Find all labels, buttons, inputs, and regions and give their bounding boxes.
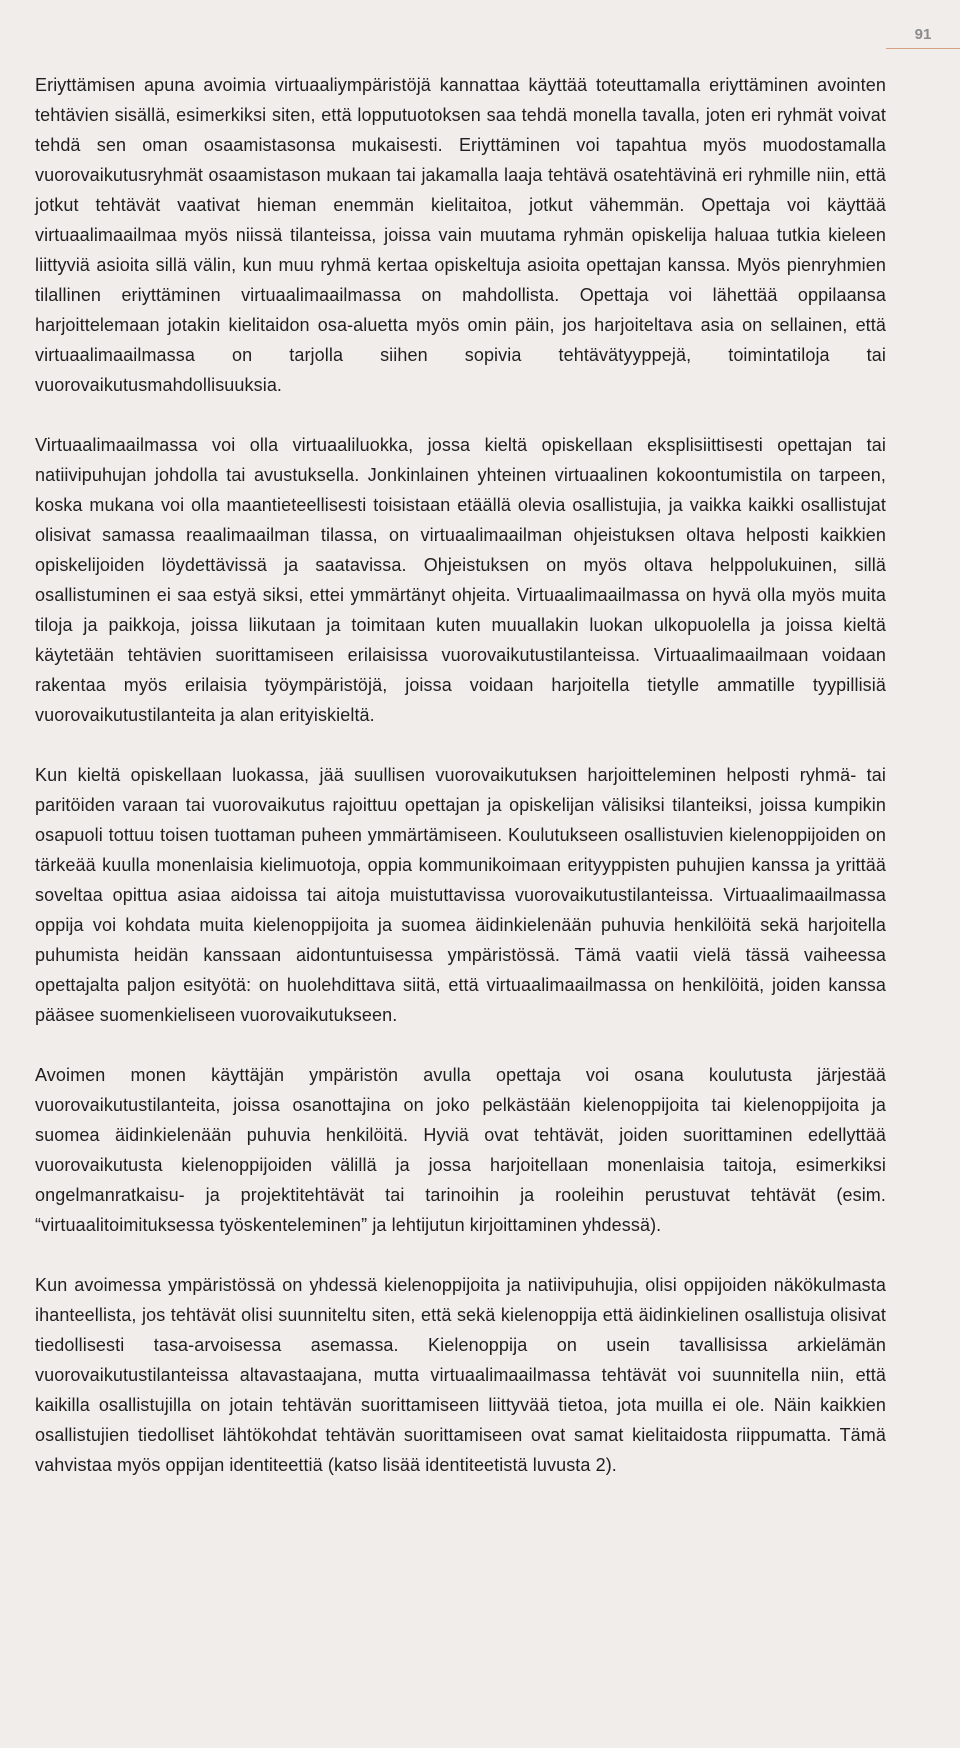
page-number: 91 [914,26,932,43]
paragraph-open-environment: Avoimen monen käyttäjän ympäristön avulla opettaja voi osana koulutusta järjestää vuorovaikutustilanteita, joissa osanottajina on joko pelkästään kielenoppijoita tai kielenoppijoita ja suomea äidinkielenään puhuvia henkilöitä. Hyviä ovat tehtävät, joiden suorittaminen edellyttää vuorovaikutusta kielenoppijoiden välillä ja jossa harjoitellaan monenlaisia taitoja, esimerkiksi ongelmanratkaisu- ja projektitehtävät tai tarinoihin ja rooleihin perustuvat tehtävät (esim. “virtuaalitoimituksessa työskenteleminen” ja lehtijutun kirjoittaminen yhdessä). [35,1065,886,1235]
paragraph-differentiation: Eriyttämisen apuna avoimia virtuaaliympäristöjä kannattaa käyttää toteuttamalla eriyttäminen avointen tehtävien sisällä, esimerkiksi siten, että lopputuotoksen saa tehdä monella tavalla, joten eri ryhmät voivat tehdä sen oman osaamistasonsa mukaisesti. Eriyttäminen voi tapahtua myös muodostamalla vuorovaikutusryhmät osaamistason mukaan tai jakamalla laaja tehtävä osatehtävinä eri ryhmille niin, että jotkut tehtävät vaativat hieman enemmän kielitaitoa, jotkut vähemmän. Opettaja voi käyttää virtuaalimaailmaa myös niissä tilanteissa, joissa vain muutama ryhmän opiskelija haluaa tutkia kieleen liittyviä asioita sillä välin, kun muu ryhmä kertaa opiskeltuja asioita opettajan kanssa. Myös pienryhmien tilallinen eriyttäminen virtuaalimaailmassa on mahdollista. Opettaja voi lähettää oppilaansa harjoittelemaan jotakin kielitaidon osa-aluetta myös omin päin, jos harjoiteltava asia on sellainen, että virtuaalimaailmassa on tarjolla siihen sopivia tehtävätyyppejä, toimintatiloja tai vuorovaikutusmahdollisuuksia. [35,75,886,395]
paragraph-virtual-classroom: Virtuaalimaailmassa voi olla virtuaaliluokka, jossa kieltä opiskellaan eksplisiittisesti opettajan tai natiivipuhujan johdolla tai avustuksella. Jonkinlainen yhteinen virtuaalinen kokoontumistila on tarpeen, koska mukana voi olla maantieteellisesti toisistaan etäällä olevia osallistujia, ja vaikka kaikki osallistujat olisivat samassa reaalimaailman tilassa, on virtuaalimaailman ohjeistuksen oltava helposti kaikkien opiskelijoiden löydettävissä ja saatavissa. Ohjeistuksen on myös oltava helppolukuinen, sillä osallistuminen ei saa estyä siksi, ettei ymmärtänyt ohjeita. Virtuaalimaailmassa on hyvä olla myös muita tiloja ja paikkoja, joissa liikutaan ja toimitaan kuten muuallakin luokan ulkopuolella ja joissa kieltä käytetään tehtävien suorittamiseen erilaisissa vuorovaikutustilanteissa. Virtuaalimaailmaan voidaan rakentaa myös erilaisia työympäristöjä, joissa voidaan harjoitella tietylle ammatille tyypillisiä vuorovaikutustilanteita ja alan erityiskieltä. [35,435,886,725]
paragraph-oral-interaction: Kun kieltä opiskellaan luokassa, jää suullisen vuorovaikutuksen harjoitteleminen helposti ryhmä- tai paritöiden varaan tai vuorovaikutus rajoittuu opettajan ja opiskelijan välisiksi tilanteiksi, joissa kumpikin osapuoli tottuu toisen tuottaman puheen ymmärtämiseen. Koulutukseen osallistuvien kielenoppijoiden on tärkeää kuulla monenlaisia kielimuotoja, oppia kommunikoimaan erityyppisten puhujien kanssa ja yrittää soveltaa opittua asiaa aidoissa tai aitoja muistuttavissa vuorovaikutustilanteissa. Virtuaalimaailmassa oppija voi kohdata muita kielenoppijoita ja suomea äidinkielenään puhuvia henkilöitä sekä harjoitella puhumista heidän kanssaan aidontuntuisessa ympäristössä. Tämä vaatii vielä tässä vaiheessa opettajalta paljon esityötä: on huolehdittava siitä, että virtuaalimaailmassa on henkilöitä, joiden kanssa pääsee suomenkieliseen vuorovaikutukseen. [35,765,886,1025]
body-text [35,70,886,1510]
paragraph-equal-participants: Kun avoimessa ympäristössä on yhdessä kielenoppijoita ja natiivipuhujia, olisi oppijoiden näkökulmasta ihanteellista, jos tehtävät olisi suunniteltu siten, että sekä kielenoppija että äidinkielinen osallistuja olisivat tiedollisesti tasa-arvoisessa asemassa. Kielenoppija on usein tavallisissa arkielämän vuorovaikutustilanteissa altavastaajana, mutta virtuaalimaailmassa tehtävät voi suunnitella niin, että kaikilla osallistujilla on jotain tehtävän suorittamiseen liittyvää tietoa, jota muilla ei ole. Näin kaikkien osallistujien tiedolliset lähtökohdat tehtävän suorittamiseen ovat samat kielitaidosta riippumatta. Tämä vahvistaa myös oppijan identiteettiä (katso lisää identiteetistä luvusta 2). [35,1275,886,1475]
header-rule [886,48,960,49]
page-header [886,26,960,50]
